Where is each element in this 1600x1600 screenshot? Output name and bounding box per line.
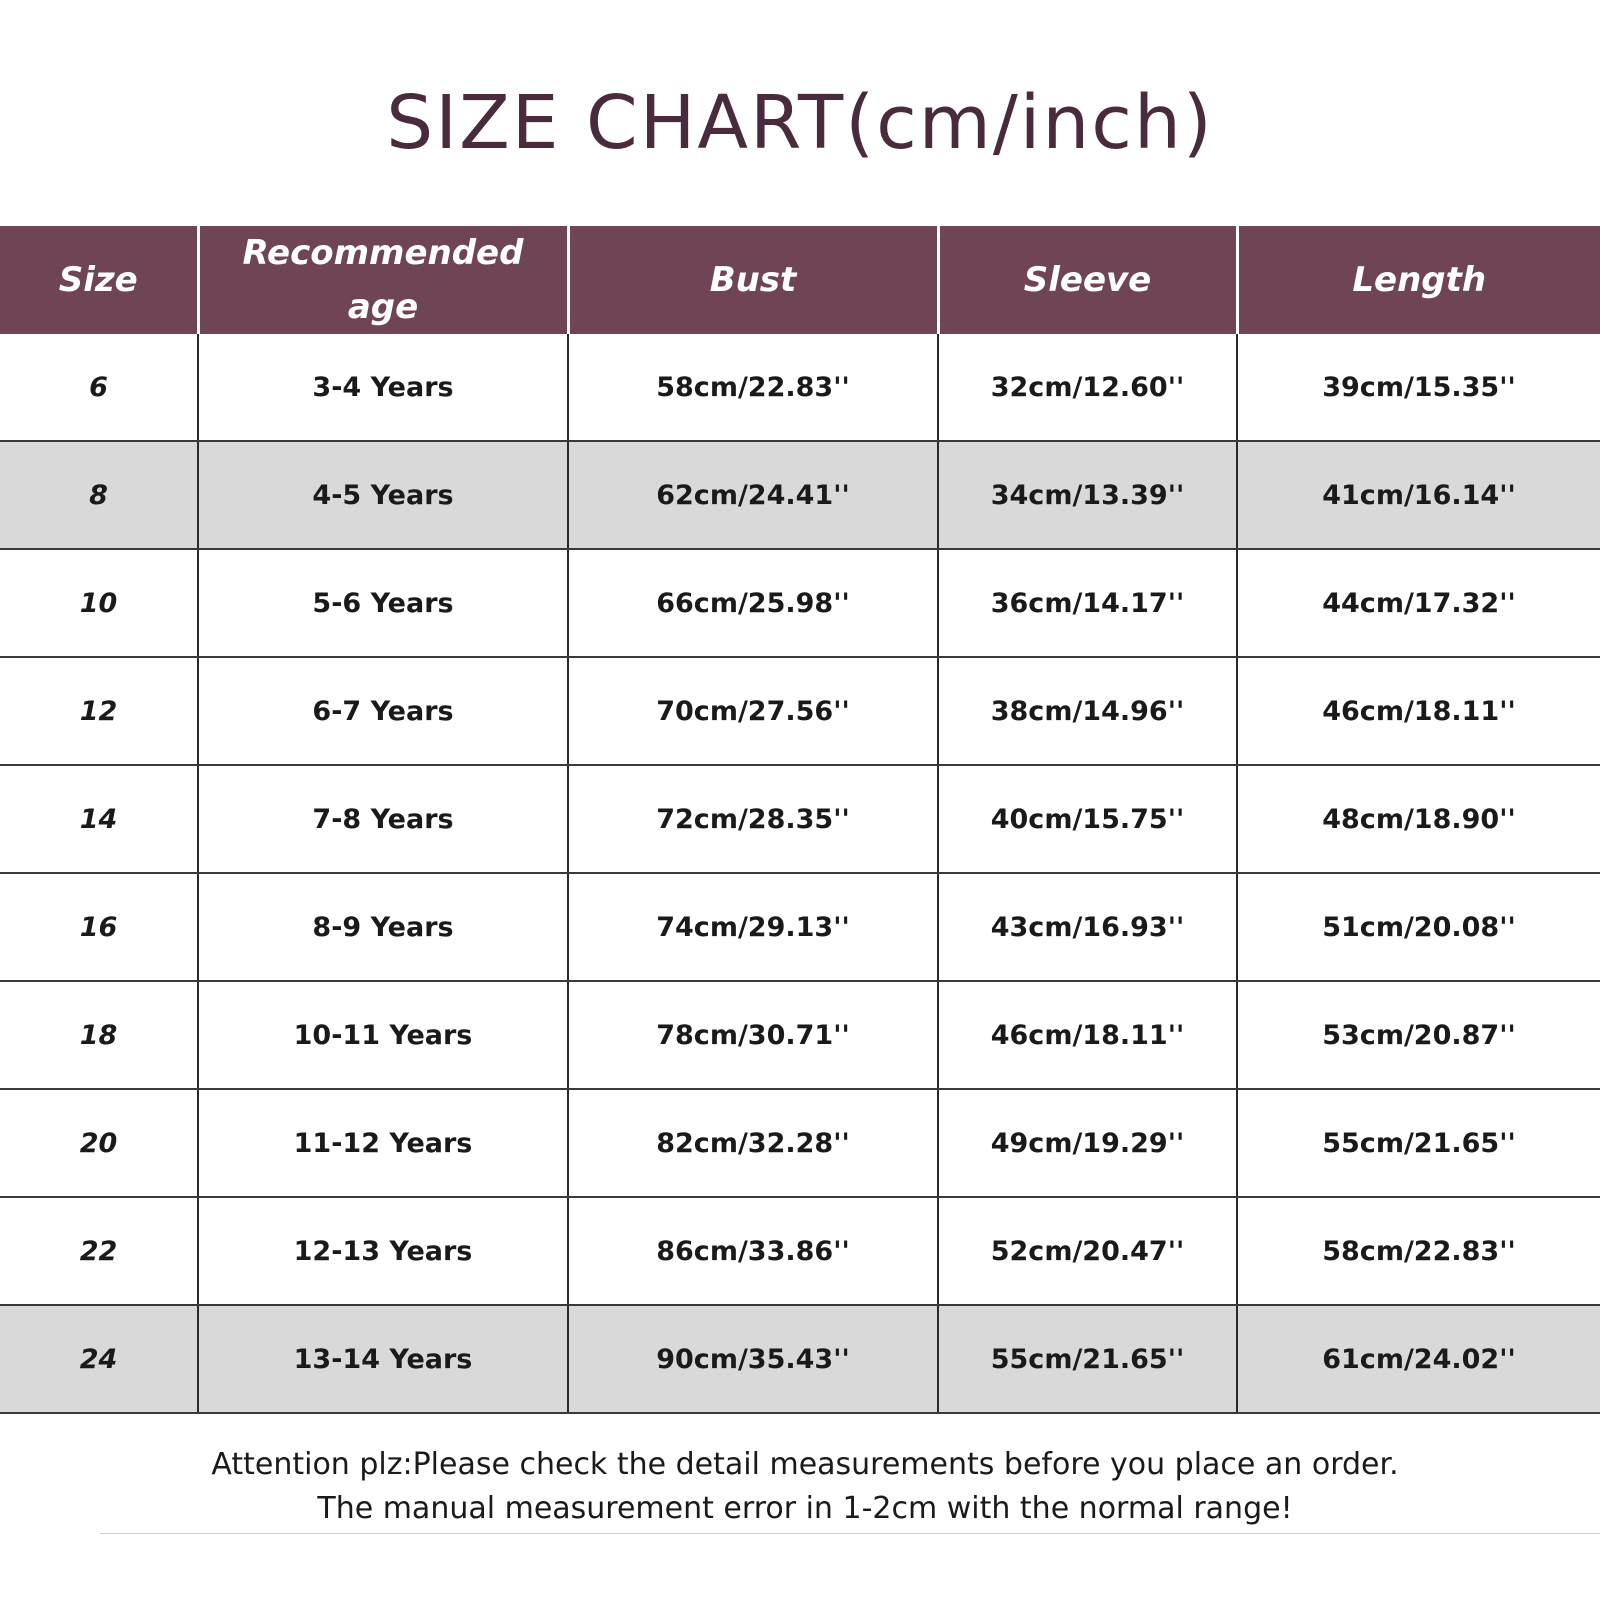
sleeve-cell: 55cm/21.65'' [938, 1305, 1237, 1413]
size-cell: 10 [0, 549, 198, 657]
age-cell: 4-5 Years [198, 441, 568, 549]
table-row [0, 549, 1600, 657]
size-cell: 14 [0, 765, 198, 873]
length-cell: 39cm/15.35'' [1237, 334, 1600, 441]
sleeve-cell: 32cm/12.60'' [938, 334, 1237, 441]
length-cell: 48cm/18.90'' [1237, 765, 1600, 873]
attention-note-line2: The manual measurement error in 1-2cm with the normal range! [317, 1491, 1293, 1526]
table-row [0, 1197, 1600, 1305]
sleeve-cell: 49cm/19.29'' [938, 1089, 1237, 1197]
size-cell: 24 [0, 1305, 198, 1413]
bottom-divider [100, 1533, 1600, 1534]
header-age-line2: age [347, 287, 419, 327]
size-cell: 8 [0, 441, 198, 549]
attention-note-line1: Attention plz:Please check the detail measurements before you place an order. [211, 1447, 1399, 1482]
header-bust: Bust [568, 226, 938, 334]
bust-cell: 66cm/25.98'' [568, 549, 938, 657]
length-cell: 55cm/21.65'' [1237, 1089, 1600, 1197]
length-cell: 46cm/18.11'' [1237, 657, 1600, 765]
length-cell: 41cm/16.14'' [1237, 441, 1600, 549]
sleeve-cell: 40cm/15.75'' [938, 765, 1237, 873]
size-cell: 6 [0, 334, 198, 441]
bust-cell: 86cm/33.86'' [568, 1197, 938, 1305]
attention-note [0, 1443, 1600, 1531]
sleeve-cell: 46cm/18.11'' [938, 981, 1237, 1089]
age-cell: 11-12 Years [198, 1089, 568, 1197]
length-cell: 51cm/20.08'' [1237, 873, 1600, 981]
table-row [0, 334, 1600, 441]
bust-cell: 62cm/24.41'' [568, 441, 938, 549]
table-row [0, 657, 1600, 765]
size-cell: 22 [0, 1197, 198, 1305]
bust-cell: 58cm/22.83'' [568, 334, 938, 441]
sleeve-cell: 43cm/16.93'' [938, 873, 1237, 981]
table-row [0, 873, 1600, 981]
bust-cell: 72cm/28.35'' [568, 765, 938, 873]
table-row [0, 441, 1600, 549]
table-header-row [0, 226, 1600, 334]
bust-cell: 78cm/30.71'' [568, 981, 938, 1089]
table-row [0, 1089, 1600, 1197]
age-cell: 10-11 Years [198, 981, 568, 1089]
table-row [0, 765, 1600, 873]
length-cell: 44cm/17.32'' [1237, 549, 1600, 657]
size-cell: 18 [0, 981, 198, 1089]
sleeve-cell: 34cm/13.39'' [938, 441, 1237, 549]
header-sleeve: Sleeve [938, 226, 1237, 334]
age-cell: 6-7 Years [198, 657, 568, 765]
header-length: Length [1237, 226, 1600, 334]
table-row [0, 981, 1600, 1089]
size-cell: 12 [0, 657, 198, 765]
age-cell: 12-13 Years [198, 1197, 568, 1305]
bust-cell: 70cm/27.56'' [568, 657, 938, 765]
page-title: SIZE CHART(cm/inch) [386, 80, 1214, 166]
age-cell: 7-8 Years [198, 765, 568, 873]
age-cell: 3-4 Years [198, 334, 568, 441]
size-cell: 20 [0, 1089, 198, 1197]
sleeve-cell: 36cm/14.17'' [938, 549, 1237, 657]
header-recommended-age [198, 226, 568, 334]
sleeve-cell: 52cm/20.47'' [938, 1197, 1237, 1305]
length-cell: 58cm/22.83'' [1237, 1197, 1600, 1305]
length-cell: 53cm/20.87'' [1237, 981, 1600, 1089]
header-age-line1: Recommended [242, 233, 524, 273]
age-cell: 13-14 Years [198, 1305, 568, 1413]
bust-cell: 74cm/29.13'' [568, 873, 938, 981]
header-size: Size [0, 226, 198, 334]
age-cell: 8-9 Years [198, 873, 568, 981]
age-cell: 5-6 Years [198, 549, 568, 657]
size-chart-table [0, 226, 1600, 1414]
table-row [0, 1305, 1600, 1413]
bust-cell: 90cm/35.43'' [568, 1305, 938, 1413]
length-cell: 61cm/24.02'' [1237, 1305, 1600, 1413]
size-cell: 16 [0, 873, 198, 981]
bust-cell: 82cm/32.28'' [568, 1089, 938, 1197]
sleeve-cell: 38cm/14.96'' [938, 657, 1237, 765]
